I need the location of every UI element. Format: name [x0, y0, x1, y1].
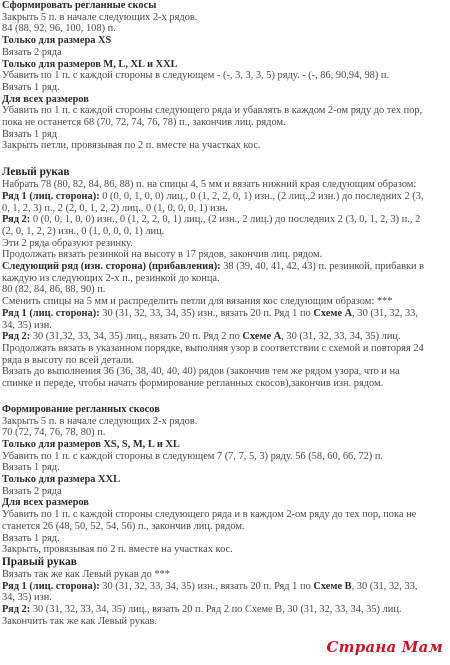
text-run: Правый рукав [2, 555, 77, 568]
text-line [2, 427, 448, 439]
text-run: Вязать 1 ряд. [2, 81, 60, 93]
spacer [2, 390, 448, 404]
text-line [2, 343, 448, 355]
bold-run: Ряд 1 (лиц. сторона): [2, 580, 100, 592]
bold-run: Схеме А [242, 331, 282, 343]
text-run: Продолжать вязать резинкой на высоту в 17 рядов, закончив лиц. рядом. [2, 249, 323, 261]
text-line [2, 47, 448, 59]
text-run: пока не останется 68 (70, 72, 74, 76, 78) п., закончив лиц. рядом. [2, 117, 286, 129]
text-line [2, 592, 448, 604]
text-run: Только для размеров M, L, XL и XXL [2, 58, 178, 70]
text-run: Вязать 1 ряд. [2, 532, 60, 544]
text-line [2, 355, 448, 367]
text-line [2, 451, 448, 463]
text-run: каждую из следующих 2-х п., резинкой до конца. [2, 272, 220, 284]
text-run: 38 (39, 40, 41, 42, 43) п. резинкой, прибавки в [220, 261, 425, 273]
text-run: 0 (0, 0, 1, 0, 0) лиц., 0 (1, 2, 2, 0, 1) изн., (2 лиц.,2 изн.) до последних 2 (3, [99, 190, 424, 202]
text-line [2, 117, 448, 129]
bold-run: Ряд 2: [2, 604, 31, 616]
text-line [2, 203, 448, 215]
text-run: Закрыть 5 п. в начале следующих 2-х рядов. [2, 415, 198, 427]
text-line [2, 140, 448, 152]
text-run: Убавить по 1 п. с каждой стороны следующего ряда и в каждом 2-ом ряду до тех пор, пока не [2, 509, 417, 521]
text-run: Вязать так же как Левый рукав до *** [2, 568, 170, 580]
text-run: 0 (0, 0, 1, 0, 0) изн., 0 (1, 2, 2, 0, 1) лиц., (2 изн., 2 лиц.) до последних 2 (3, 0, 1, 2, 3) п., 2 [30, 214, 421, 226]
text-line [2, 616, 448, 628]
text-run: 34, 35) изн. [2, 592, 52, 604]
site-watermark-logo [324, 638, 446, 657]
text-line [2, 509, 448, 521]
text-run: станется 26 (48, 50, 52, 54, 56) п., закончив лиц. рядом. [2, 520, 245, 532]
text-line [2, 179, 448, 191]
text-line [2, 366, 448, 378]
text-run: Набрать 78 (80, 82, 84, 86, 88) п. на спицы 4, 5 мм и вязать нижний края следующим образом: [2, 179, 417, 191]
text-line [2, 238, 448, 250]
text-run: Для всех размеров [2, 93, 89, 105]
text-line [2, 416, 448, 428]
bold-run: Ряд 2: [2, 331, 31, 343]
text-run: Только для размера XXL [2, 474, 120, 486]
text-line [2, 105, 448, 117]
text-run: Эти 2 ряда образуют резинку. [2, 237, 133, 249]
text-run: , 30 (31, 32, 33, 34, 35) лиц. [281, 331, 401, 343]
text-line [2, 273, 448, 285]
spacer [2, 152, 448, 166]
text-line [2, 604, 448, 616]
text-run: Для всех размеров [2, 497, 89, 509]
text-run: Сформировать регланные скосы [2, 0, 157, 11]
subheading [2, 474, 448, 486]
subheading [2, 439, 448, 451]
text-line [2, 486, 448, 498]
text-run: Убавить по 1 п. с каждой стороны в следующем - (-, 3, 3, 3, 5) ряду. - (-, 86, 90,94, 98) п. [2, 70, 390, 82]
text-run: Вязать 2 ряда [2, 46, 62, 58]
text-run: Левый рукав [2, 166, 70, 179]
section-heading [2, 166, 448, 179]
text-line [2, 249, 448, 261]
text-line [2, 191, 448, 203]
text-run: 34, 35) изн. [2, 319, 52, 331]
text-line [2, 226, 448, 238]
text-run: 30 (31, 32, 33, 34, 35) изн., вязать 20 п. Ряд 1 по [99, 580, 314, 592]
text-run: Закрыть петли, провязывая по 2 п. вместе на участках кос. [2, 140, 261, 152]
text-line [2, 12, 448, 24]
text-run: Вязать 1 ряд. [2, 462, 60, 474]
subheading [2, 35, 448, 47]
text-line [2, 544, 448, 556]
text-run: 0, 1, 2, 3) п., 2 (2, 0, 1, 2, 2) лиц., 0 (1, 0, 0, 0, 1) изн. [2, 202, 228, 214]
text-run: Продолжать вязать в указанном порядке, выполняя узор в соответствии с схемой и повторяя 24 [2, 342, 424, 354]
text-line [2, 284, 448, 296]
text-line [2, 378, 448, 390]
text-line [2, 308, 448, 320]
text-run: Сменить спицы на 5 мм и распределить петли для вязания кос следующим образом: *** [2, 296, 393, 308]
subheading [2, 404, 448, 416]
bold-run: Схеме В [313, 580, 352, 592]
text-line [2, 331, 448, 343]
text-line [2, 261, 448, 273]
text-line [2, 70, 448, 82]
text-run: Закрыть 5 п. в начале следующих 2-х рядов. [2, 11, 198, 23]
text-line [2, 581, 448, 593]
text-run: 30 (31, 32, 33, 34, 35) изн., вязать 20 п. Ряд 1 по [99, 307, 314, 319]
text-line [2, 320, 448, 332]
text-run: 70 (72, 74, 76, 78, 80) п. [2, 427, 106, 439]
text-run: Формирование регланных скосов [2, 403, 160, 415]
text-run: , 30 (31, 32, 33, [352, 307, 418, 319]
bold-run: Следующий ряд (изн. сторона) (прибавления): [2, 261, 221, 273]
text-run: Только для размеров XS, S, M, L и XL [2, 438, 180, 450]
text-line [2, 82, 448, 94]
text-line [2, 23, 448, 35]
text-line [2, 533, 448, 545]
subheading [2, 94, 448, 106]
text-run: Вязать 1 ряд [2, 128, 58, 140]
subheading [2, 0, 448, 12]
text-run: Закончить так же как Левый рукав. [2, 615, 157, 627]
text-run: Вязать 2 ряда [2, 485, 62, 497]
text-run: ряда в высоту по всей детали. [2, 354, 135, 366]
text-run: , 30 (31, 32, 33, [351, 580, 418, 592]
text-run: (2, 0, 1, 2, 2) изн., 0 (1, 0, 0, 0, 1) лиц. [2, 225, 165, 237]
text-line [2, 214, 448, 226]
document-page [2, 0, 448, 627]
watermark-text: Страна Мам [326, 638, 443, 657]
bold-run: Ряд 1 (лиц. сторона): [2, 307, 100, 319]
text-run: Закрыть, провязывая по 2 п. вместе на участках кос. [2, 544, 233, 556]
subheading [2, 497, 448, 509]
bold-run: Ряд 1 (лиц. сторона): [2, 190, 100, 202]
text-line [2, 129, 448, 141]
section-heading [2, 556, 448, 569]
text-line [2, 521, 448, 533]
subheading [2, 59, 448, 71]
text-run: Только для размера XS [2, 35, 112, 47]
text-run: 30 (31, 32, 33, 34, 35) лиц., вязать 20 п. Ряд 2 по Схеме В, 30 (31, 32, 33, 34, 35) лиц. [30, 604, 402, 616]
text-run: Убавить по 1 п. с каждой стороны следующего ряда и убавлять в каждом 2-ом ряду до тех пор, [2, 105, 423, 117]
text-run: 30 (31,32, 33, 34, 35) лиц., вязать 20 п. Ряд 2 по [30, 331, 243, 343]
text-run: Вязать до выполнения 36 (36, 38, 40, 40, 40) рядов (закончив тем же рядом узора, что и на [2, 366, 400, 378]
text-line [2, 569, 448, 581]
text-run: спинке и переде, чтобы начать формирование регланных скосов),закончив изн. рядом. [2, 378, 384, 390]
bold-run: Ряд 2: [2, 214, 31, 226]
text-run: Убавить по 1 п. с каждой стороны в следующем 7 (7, 7, 5, 3) ряду. 56 (58, 60, 66, 72) п. [2, 450, 384, 462]
bold-run: Схеме А [313, 307, 353, 319]
text-run: 84 (88, 92, 96, 100, 108) п. [2, 23, 116, 35]
text-run: 80 (82, 84, 86, 88, 90) п. [2, 284, 106, 296]
text-line [2, 462, 448, 474]
text-line [2, 296, 448, 308]
